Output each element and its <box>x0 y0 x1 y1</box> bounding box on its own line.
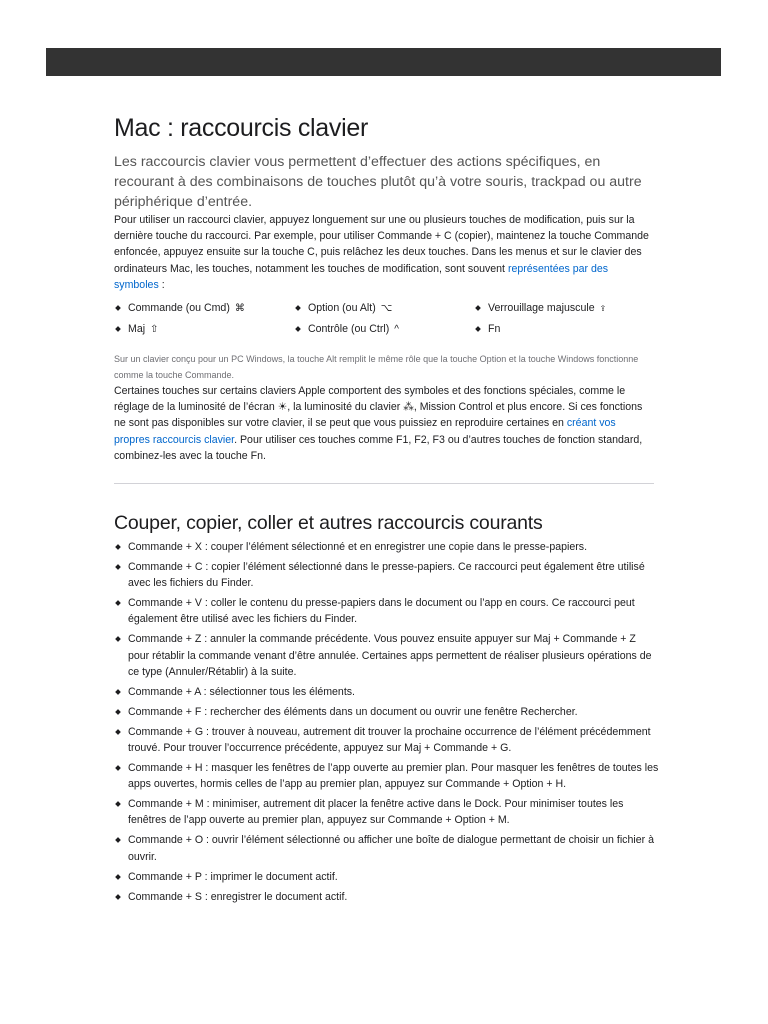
page-title: Mac : raccourcis clavier <box>114 114 368 142</box>
fn-label: Fn <box>488 323 501 336</box>
section-title: Couper, copier, coller et autres raccourcis courants <box>114 512 543 535</box>
control-label: Contrôle (ou Ctrl) <box>308 323 390 336</box>
list-item: Commande + V : coller le contenu du presse-papiers dans le document ou l’app en cours. Ce raccourci peut également être utilisé avec les fichiers du Finder. <box>114 595 659 627</box>
paragraph-special-keys <box>114 383 654 464</box>
symbols-link[interactable]: représentées par des symboles <box>114 262 609 291</box>
list-item: Commande + Z : annuler la commande précédente. Vous pouvez ensuite appuyer sur Maj + Commande + Z pour rétablir la commande venant d’être annulée. Certaines apps permettent de réaliser plusieurs opérations de ce type (Annuler/Rétablir) à la suite. <box>114 631 659 680</box>
paragraph-usage-end: : <box>158 278 165 291</box>
screen-brightness-icon: ☀ <box>277 401 288 414</box>
list-item-option <box>294 300 474 317</box>
control-key-icon: ^ <box>394 324 399 336</box>
top-nav-bar <box>46 48 721 76</box>
special-keys-text-d: . Pour utiliser ces touches comme F1, F2, F3 ou d’autres touches de fonction standard, combinez-les avec la touche Fn. <box>114 433 643 462</box>
article <box>114 112 659 909</box>
option-label: Option (ou Alt) <box>308 302 376 315</box>
shift-label: Maj <box>128 323 146 336</box>
command-label: Commande (ou Cmd) <box>128 302 230 315</box>
custom-shortcuts-link[interactable]: créant vos propres raccourcis clavier <box>114 417 616 446</box>
list-item: Commande + G : trouver à nouveau, autrement dit trouver la prochaine occurrence de l’élément précédemment trouvé. Pour trouver l’occurrence précédente, appuyez sur Maj + Commande + G. <box>114 724 659 756</box>
modifier-keys-list <box>114 300 654 338</box>
list-item: Commande + C : copier l’élément sélectionné dans le presse-papiers. Ce raccourci peut également être utilisé avec les fichiers du Finder. <box>114 559 659 591</box>
paragraph-usage-text: Pour utiliser un raccourci clavier, appuyez longuement sur une ou plusieurs touches de modification, puis sur la dernière touche du raccourci. Par exemple, pour utiliser Commande + C (copier), maintenez la touche Commande enfoncée, appuyez ensuite sur la touche C, puis relâchez les deux touches. Dans les menus et sur le clavier des ordinateurs Mac, les touches, notamment les touches de modification, sont souvent <box>114 214 649 275</box>
keyboard-brightness-icon: ⁂ <box>403 401 414 414</box>
list-item-shift <box>114 321 294 338</box>
special-keys-text-b: , la luminosité du clavier <box>287 401 404 414</box>
list-item-command <box>114 300 294 317</box>
list-item: Commande + M : minimiser, autrement dit placer la fenêtre active dans le Dock. Pour minimiser toutes les fenêtres de l’app ouverte au premier plan, appuyez sur Commande + Option + M. <box>114 796 659 828</box>
list-item: Commande + H : masquer les fenêtres de l’app ouverte au premier plan. Pour masquer les fenêtres de toutes les apps ouvertes, hormis celles de l’app au premier plan, appuyez sur Commande + Option + H. <box>114 760 659 792</box>
intro-text: Les raccourcis clavier vous permettent d’effectuer des actions spécifiques, en recourant à des combinaisons de touches plutôt qu’à votre souris, trackpad ou autre périphérique d’entrée. <box>114 154 642 210</box>
list-item: Commande + A : sélectionner tous les éléments. <box>114 684 659 700</box>
special-keys-text-a: Certaines touches sur certains claviers Apple comportent des symboles et des fonctions spéciales, comme le réglage de la luminosité de l’écran <box>114 385 626 414</box>
list-item: Commande + P : imprimer le document actif. <box>114 869 659 885</box>
special-keys-text-c: , Mission Control et plus encore. Si ces fonctions ne sont pas disponibles sur votre clavier, il se peut que vous puissiez en reproduire certaines en <box>114 401 643 430</box>
caps-lock-label: Verrouillage majuscule <box>488 302 595 315</box>
list-item: Commande + F : rechercher des éléments dans un document ou ouvrir une fenêtre Rechercher. <box>114 704 659 720</box>
list-item-control <box>294 321 474 338</box>
list-item-fn <box>474 321 654 338</box>
caps-lock-icon: ⇪ <box>599 304 607 314</box>
shift-key-icon: ⇧ <box>150 324 159 336</box>
windows-keyboard-note: Sur un clavier conçu pour un PC Windows, la touche Alt remplit le même rôle que la touche Option et la touche Windows fonctionne comme la touche Commande. <box>114 354 639 381</box>
command-key-icon: ⌘ <box>234 303 245 315</box>
list-item: Commande + X : couper l’élément sélectionné et en enregistrer une copie dans le presse-papiers. <box>114 539 659 555</box>
option-key-icon: ⌥ <box>380 303 393 315</box>
shortcuts-list <box>114 539 659 905</box>
list-item-caps-lock <box>474 300 654 317</box>
list-item: Commande + O : ouvrir l’élément sélectionné ou afficher une boîte de dialogue permettant de choisir un fichier à ouvrir. <box>114 832 659 864</box>
section-divider <box>114 483 654 484</box>
list-item: Commande + S : enregistrer le document actif. <box>114 889 659 905</box>
paragraph-usage <box>114 212 654 293</box>
